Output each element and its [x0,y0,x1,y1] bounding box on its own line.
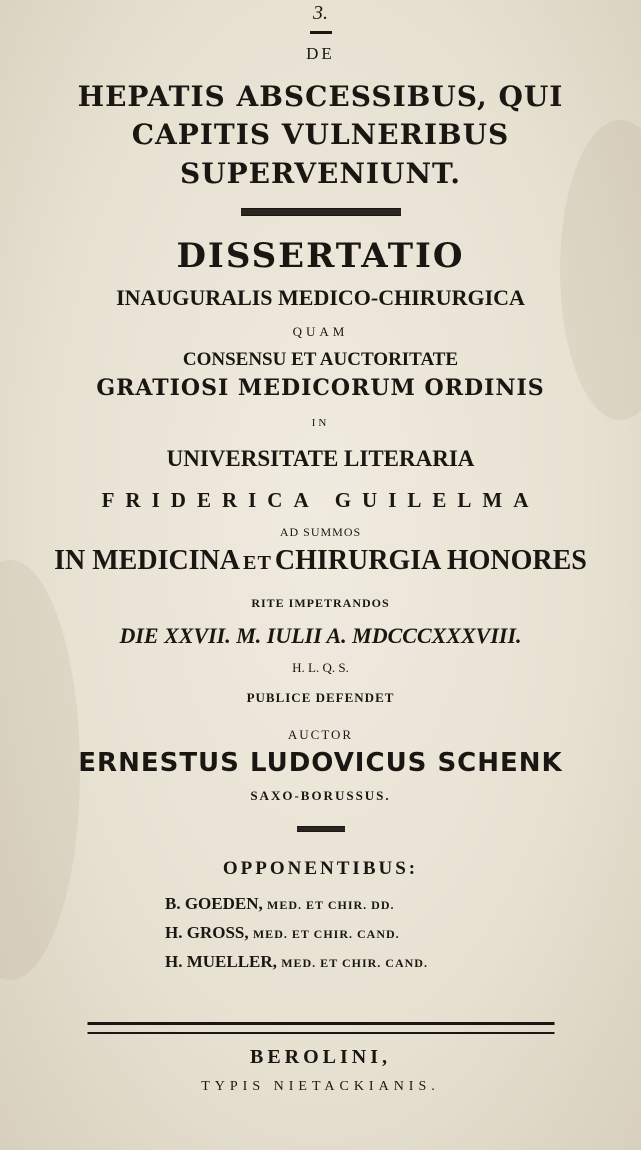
opponents-list [165,890,428,977]
dissertatio-heading: DISSERTATIO [176,236,465,276]
page-mark: 3. [313,2,328,24]
ornamental-rule [241,208,401,216]
inauguralis-line: INAUGURALIS MEDICO-CHIRURGICA [116,285,525,310]
small-rule [310,31,332,34]
publice-line: PUBLICE DEFENDET [246,690,395,705]
opponent-name: B. GOEDEN, [165,894,263,913]
author-name: ERNESTUS LUDOVICUS SCHENK [78,748,563,778]
opponent-entry [165,948,428,977]
ad-summos-line: AD SUMMOS [279,525,362,539]
honores-part2: CHIRURGIA HONORES [274,545,587,576]
printer-line: TYPIS NIETACKIANIS. [201,1079,440,1094]
opponent-name: H. MUELLER, [165,952,277,971]
title-line-3: SUPERVENIUNT. [179,157,462,190]
city-line: BEROLINI, [249,1046,392,1068]
rite-line: RITE IMPETRANDOS [251,596,390,610]
title-line-2: CAPITIS VULNERIBUS [131,118,510,151]
quam-line: QUAM [292,324,349,339]
consensu-line: CONSENSU ET AUCTORITATE [182,349,459,370]
honores-part1: IN MEDICINA [54,545,241,576]
in-line: IN [311,417,330,429]
footer-rule [87,1022,554,1034]
honores-line [0,545,641,577]
title-line-1: HEPATIS ABSCESSIBUS, QUI [77,80,564,113]
friderica-line: FRIDERICA GUILELMA [101,488,540,512]
date-line: DIE XXVII. M. IULII A. MDCCCXXXVIII. [119,623,522,648]
opponent-title: MED. ET CHIR. DD. [267,898,395,912]
gratiosi-line: GRATIOSI MEDICORUM ORDINIS [96,375,545,401]
opponent-entry [165,919,428,948]
universitate-line: UNIVERSITATE LITERARIA [166,446,475,471]
de-text: DE [306,44,335,63]
opponentibus-heading: OPPONENTIBUS: [222,858,419,879]
author-origin: SAXO-BORUSSUS. [250,788,391,803]
opponent-name: H. GROSS, [165,923,249,942]
opponent-title: MED. ET CHIR. CAND. [281,956,428,970]
opponent-entry [165,890,428,919]
opponent-title: MED. ET CHIR. CAND. [252,927,400,941]
honores-et: ET [243,552,272,574]
hlqs-line: H. L. Q. S. [292,660,349,675]
auctor-line: AUCTOR [287,727,354,742]
small-ornament-rule [297,826,345,832]
